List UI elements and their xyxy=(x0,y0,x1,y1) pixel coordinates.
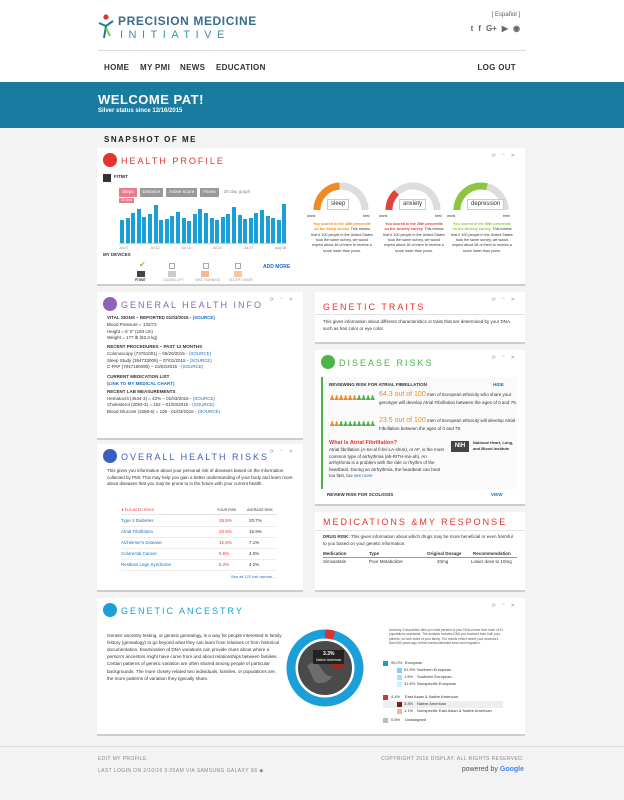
table-divider xyxy=(323,557,517,558)
legend-row[interactable] xyxy=(383,708,503,715)
legend-row[interactable] xyxy=(383,701,503,708)
source-link[interactable]: (SOURCE) xyxy=(181,364,204,369)
risk-row[interactable] xyxy=(121,561,277,571)
legend-swatch xyxy=(383,695,388,700)
risk-name[interactable]: Colorectal Cancer xyxy=(121,551,158,556)
genetic-ancestry-title: GENETIC ANCESTRY xyxy=(121,606,244,616)
android-icon: ◆ xyxy=(259,768,264,774)
nav-my-pmi[interactable]: MY PMI xyxy=(140,63,171,72)
person-icon: ♟ xyxy=(351,421,358,428)
steps-bar[interactable] xyxy=(277,220,281,243)
drug-risk-text: DRUG RISK: This gives information about which drugs may be more beneficial or even harmful to you based on your genetic information. xyxy=(323,534,513,546)
your-risk-value: 5.2% xyxy=(219,562,230,567)
medication-header: CURRENT MEDICATION LIST xyxy=(107,374,170,379)
steps-bar[interactable] xyxy=(282,204,286,243)
legend-name: Nonspecific East Asian & Native American xyxy=(417,708,492,713)
fitbit-device-icon xyxy=(137,271,145,277)
procedure-item: C-PAP (7047180090) – 10/02/2015 - (SOURCE) xyxy=(107,364,204,369)
steps-bar[interactable] xyxy=(137,209,141,243)
nih-text: National Heart, Lung, and Blood Institute xyxy=(473,440,514,451)
legend-intro: Ancestry Composition tells you what percent of your DNA comes from each of 31 populations worldwide. The analysis includes DNA you received from both your parents, so both sides of your family. The results reflect where your ancestors lived 500 years ago, before transcontinental travel and migration. xyxy=(389,628,504,645)
powered-by: powered by Google xyxy=(461,766,524,773)
hide-button[interactable]: HIDE xyxy=(493,382,504,387)
your-risk-value: 25.5% xyxy=(219,518,232,523)
google-plus-icon[interactable]: G+ xyxy=(485,24,497,33)
person-icon: ♟ xyxy=(333,421,340,428)
steps-bar[interactable] xyxy=(204,213,208,243)
legend-row[interactable] xyxy=(383,660,503,667)
ancestry-text: Genetic ancestry testing, or genetic genealogy, is a way for people interested in family history (genealogy) to go beyond what they can learn from relatives or from historical documentation. Examination of DNA variations can provide clues about where a person's ancestors might have come from and about relationships between families. Certain patterns of genetic variation are often shared among people of particular backgrounds. The more closely related two individuals, families, or populations are, the more patterns of variation they typically share. xyxy=(107,633,282,681)
col-original-dosage: Original Dosage xyxy=(427,551,462,556)
person-icon: ♟ xyxy=(360,395,367,402)
facebook-icon[interactable]: f xyxy=(478,24,481,33)
genetic-ancestry-card xyxy=(97,598,525,736)
steps-bar[interactable] xyxy=(271,218,275,243)
overall-risks-title: OVERALL HEALTH RISKS xyxy=(121,452,270,462)
legend-row[interactable] xyxy=(383,667,503,674)
card-controls-icon[interactable]: ⟳ ⌃ ✕ xyxy=(269,297,295,303)
avg-risk-value: 20.7% xyxy=(249,518,262,523)
steps-bar[interactable] xyxy=(215,220,219,243)
legend-pct: 1.1% xyxy=(404,708,414,713)
scoliosis-row: REVIEW RISK FOR SCOLIOSIS xyxy=(327,492,394,497)
gauge-worst: worst xyxy=(447,214,456,218)
tab-steps[interactable]: Steps xyxy=(119,188,137,197)
nav-education[interactable]: EDUCATION xyxy=(216,63,266,72)
power-icon xyxy=(103,153,117,167)
risk-stat-high: 64.3 out of 100 men of European ethnicity who share your genotype will develop Atrial Fibrillation between the ages of 0 and 79. xyxy=(379,391,517,406)
gauge-label: sleep xyxy=(327,199,349,210)
legend-swatch xyxy=(397,702,402,707)
section-title: SNAPSHOT OF ME xyxy=(104,135,198,144)
logo-figure-icon xyxy=(98,14,114,40)
health-profile-title: HEALTH PROFILE xyxy=(121,156,225,166)
lab-item: Hematocrit (4544-3) = 42% – 01/03/2016 - (SOURCE) xyxy=(107,395,215,401)
legend-pct: 95.0% xyxy=(391,660,403,665)
steps-bar[interactable] xyxy=(176,212,180,244)
person-icon: ♟ xyxy=(369,395,376,402)
steps-bar[interactable] xyxy=(154,205,158,243)
metric-tabs xyxy=(119,188,252,197)
person-icon: ♟ xyxy=(356,421,363,428)
genetic-traits-title: GENETIC TRAITS xyxy=(323,302,426,312)
disease-risks-title: DISEASE RISKS xyxy=(339,358,434,368)
nike-running-device-icon xyxy=(201,271,209,277)
col-your-risk: YOUR RISK xyxy=(217,508,237,512)
x-tick-label: Jul 27 xyxy=(243,246,254,250)
overall-risks-card xyxy=(97,444,303,592)
legend-pct: 61.9% xyxy=(404,667,416,672)
copyright: COPYRIGHT 2016 DISPLAY. ALL RIGHTS RESERVED. xyxy=(381,756,524,762)
reviewing-header: REVIEWING RISK FOR ATRIAL FIBRILLATION xyxy=(329,382,427,387)
legend-swatch xyxy=(397,709,402,714)
gauge-description: You scored in the 48th percentile on the Sleep survey. This means that if 100 people in the United States took the same survey, we would expect about 48 of them to receive a score lower than yours. xyxy=(311,222,373,253)
last-login: LAST LOGIN ON 2/10/16 9:25AM VIA SAMSUNG GALAXY S6 ◆ xyxy=(98,768,264,774)
steps-bar[interactable] xyxy=(131,213,135,243)
device-name: SLEEP CHART xyxy=(229,278,254,282)
col-elevated-risk: ⬇ ELEVATED RISKS xyxy=(121,508,155,512)
steps-bar[interactable] xyxy=(148,214,152,243)
view-button[interactable]: VIEW xyxy=(491,492,503,497)
source-link[interactable]: (SOURCE) xyxy=(189,357,212,363)
device-checkbox[interactable] xyxy=(235,263,241,269)
legend-name: Northern European xyxy=(417,667,452,672)
legend-name: European xyxy=(405,660,423,665)
google-logo: Google xyxy=(499,766,524,773)
person-icon: ♟ xyxy=(347,421,354,428)
welcome-title: WELCOME PAT! xyxy=(98,92,204,107)
person-icon: ♟ xyxy=(333,395,340,402)
tab-distance[interactable]: Distance xyxy=(140,188,164,197)
steps-bar[interactable] xyxy=(249,218,253,243)
risk-row[interactable] xyxy=(121,539,277,549)
device-name: FITBIT xyxy=(135,278,146,282)
legend-swatch xyxy=(397,675,402,680)
steps-bar[interactable] xyxy=(232,207,236,243)
med-type: Poor Metabolizer xyxy=(369,559,404,564)
steps-bar[interactable] xyxy=(238,215,242,243)
status-subtitle: Silver status since 12/16/2015 xyxy=(98,108,183,114)
sleep-chart-device-icon xyxy=(234,271,242,277)
steps-bar[interactable] xyxy=(243,219,247,243)
legend-row[interactable] xyxy=(383,674,503,681)
source-link[interactable]: (SOURCE) xyxy=(197,408,220,414)
link-icon xyxy=(103,449,117,463)
avg-risk-value: 4.2% xyxy=(249,562,260,567)
card-controls-icon[interactable]: ⟳ ⌃ ✕ xyxy=(491,297,517,303)
col-recommendation: Recommendation xyxy=(473,551,511,556)
device-name: GUARD LIFT xyxy=(163,278,184,282)
x-tick-label: Aug 08 xyxy=(275,246,287,250)
risks-intro: This gives you information about your personal risk of diseases based on the information collected by PMI. This may help you gain a better understanding of your body and learn more about diseases that you may be prone to in the future with your current health. xyxy=(107,468,293,487)
check-icon: ✔ xyxy=(139,260,146,269)
risk-name[interactable]: Atrial Fibrillation xyxy=(121,529,154,534)
avg-risk-value: 7.1% xyxy=(249,540,260,545)
steps-bar[interactable] xyxy=(142,217,146,243)
steps-bar[interactable] xyxy=(120,220,124,243)
your-risk-value: 5.5% xyxy=(219,551,230,556)
gauge-description: You scored in the 58th percentile on the Anxiety survey. This means that if 100 people in the United States took the same survey, we would expect about 58 of them to receive a score lower than yours. xyxy=(451,222,513,253)
person-icon: ♟ xyxy=(360,421,367,428)
col-avg-risk: AVERAGE RISK xyxy=(247,508,273,512)
steps-bar[interactable] xyxy=(165,219,169,243)
dna-icon xyxy=(103,297,117,311)
steps-bar[interactable] xyxy=(210,218,214,243)
gauge-description: You scored in the 26th percentile on the Anxiety survey. This means that if 100 people in the United States took the same survey, we would expect about 26 of them to receive a score lower than yours. xyxy=(383,222,445,253)
risk-row[interactable] xyxy=(121,517,277,527)
tab-active-score[interactable]: Active Score xyxy=(166,188,197,197)
gauge-label: anxiety xyxy=(399,199,426,210)
card-controls-icon[interactable]: ⟳ ⌃ ✕ xyxy=(491,355,517,361)
person-icon: ♟ xyxy=(365,395,372,402)
steps-bar[interactable] xyxy=(266,216,270,243)
risk-name[interactable]: Type 2 Diabetes xyxy=(121,518,154,523)
steps-bar[interactable] xyxy=(221,217,225,243)
procedure-item: Colonoscopy (73761001) – 06/20/2015 - (SOURCE) xyxy=(107,351,212,356)
general-health-title: GENERAL HEALTH INFO xyxy=(121,300,264,310)
source-link[interactable]: (SOURCE) xyxy=(188,351,212,356)
x-tick-label: Jul 16 xyxy=(181,246,191,250)
lab-item: Cholesterol (2093-3) = 152 – 01/03/2016 - (SOURCE) xyxy=(107,402,215,407)
logo-line1: PRECISION MEDICINE xyxy=(118,14,257,28)
x-tick-label: Jul 21 xyxy=(212,246,222,250)
legend-swatch xyxy=(383,718,388,723)
tab-floors[interactable]: Floors xyxy=(200,188,219,197)
globe-icon xyxy=(103,603,117,617)
legend-pct: 3.3% xyxy=(404,701,414,706)
what-is-af-text: Atrial fibrillation (A-tre-al fi-bri-LA-shun), or AF, is the most common type of arrhythmia (ah-RITH-me-ah). An arrhythmia is a problem with the rate or rhythm of the heartbeat. During an arrhythmia, the heartbeat can beat too fast, too see more xyxy=(329,447,444,479)
card-controls-icon[interactable]: ⟳ ⌃ ✕ xyxy=(491,603,517,609)
see-all-link[interactable]: See all 122 risk reports... xyxy=(231,574,276,579)
person-icon: ♟ xyxy=(329,421,336,428)
person-icon: ♟ xyxy=(369,421,376,428)
risk-stat-low: 23.5 out of 100 men of European ethnicity will develop Atrial Fibrillation between the ages of 0 and 79. xyxy=(379,417,516,432)
person-icon: ♟ xyxy=(365,421,372,428)
legend-swatch xyxy=(397,668,402,673)
see-more-link[interactable]: see more xyxy=(353,473,373,479)
risk-name[interactable]: Restless Legs Syndrome xyxy=(121,562,172,567)
med-recommendation: Lower dose to 10mg xyxy=(471,559,512,564)
avg-risk-value: 15.9% xyxy=(249,529,262,534)
legend-pct: 4.4% xyxy=(391,694,401,699)
gauge-label: depression xyxy=(467,199,504,210)
your-risk-value: 12.5% xyxy=(219,540,232,545)
logout-button[interactable]: LOG OUT xyxy=(477,63,516,72)
table-divider xyxy=(121,514,277,515)
steps-bar-chart xyxy=(119,202,287,244)
device-checkbox[interactable] xyxy=(169,263,175,269)
labs-header: RECENT LAB MEASUREMENTS xyxy=(107,389,176,394)
legend-row[interactable] xyxy=(383,717,503,724)
welcome-banner xyxy=(0,82,624,128)
card-divider xyxy=(315,530,525,531)
donut-label: 3.3% Native American xyxy=(313,650,344,664)
main-nav xyxy=(98,50,526,82)
risk-row[interactable] xyxy=(121,528,277,538)
dna-helix-icon xyxy=(321,355,335,369)
medications-title: MEDICATIONS &MY RESPONSE xyxy=(323,517,508,527)
logo-line2: INITIATIVE xyxy=(120,29,230,41)
risk-people-icons-high xyxy=(329,392,375,406)
health-profile-card xyxy=(97,148,525,286)
survey-gauge-sleep[interactable] xyxy=(307,180,377,284)
chart-x-axis xyxy=(119,246,287,252)
rss-icon[interactable]: ◉ xyxy=(513,24,520,33)
steps-bar[interactable] xyxy=(198,209,202,243)
col-medication: Medication xyxy=(323,551,347,556)
steps-bar[interactable] xyxy=(126,218,130,243)
nih-logo: NIH xyxy=(451,441,469,452)
legend-name: Nonspecific European xyxy=(417,681,457,686)
legend-pct: 1.5% xyxy=(404,674,414,679)
person-icon: ♟ xyxy=(356,395,363,402)
youtube-icon[interactable]: ▶ xyxy=(501,24,509,33)
device-name: NIKE RUNNING xyxy=(195,278,221,282)
steps-bar[interactable] xyxy=(182,218,186,243)
add-more-link[interactable]: ADD MORE xyxy=(263,264,291,270)
legend-row[interactable] xyxy=(383,694,503,701)
source-link[interactable]: (SOURCE) xyxy=(192,315,215,320)
vital-item: Weight = 177 lb (82.3 kg) xyxy=(107,335,158,340)
nav-news[interactable]: NEWS xyxy=(180,63,206,72)
steps-bar[interactable] xyxy=(260,210,264,243)
card-divider xyxy=(315,314,525,315)
gauge-worst: worst xyxy=(307,214,316,218)
lab-item: Blood Glucose (1558-6) = 106 - 01/03/2016 - (SOURCE) xyxy=(107,408,220,414)
survey-gauge-anxiety[interactable] xyxy=(379,180,449,284)
gauge-best: best xyxy=(363,214,370,218)
avg-risk-value: 4.0% xyxy=(249,551,260,556)
legend-row[interactable] xyxy=(383,681,503,688)
steps-bar[interactable] xyxy=(226,214,230,243)
legend-name: Southern European xyxy=(417,674,452,679)
device-list xyxy=(135,256,275,284)
person-icon: ♟ xyxy=(329,395,336,402)
card-controls-icon[interactable]: ⟳ ⌃ ✕ xyxy=(269,449,295,455)
steps-bar[interactable] xyxy=(159,220,163,243)
guard-lift-device-icon xyxy=(168,271,176,277)
my-devices-label: MY DEVICES xyxy=(103,252,131,257)
gauge-best: best xyxy=(435,214,442,218)
legend-pct: 0.6% xyxy=(391,717,401,722)
risk-name[interactable]: Alzheimer's Disease xyxy=(121,540,162,545)
steps-bar[interactable] xyxy=(193,214,197,243)
legend-pct: 31.6% xyxy=(404,681,416,686)
person-icon: ♟ xyxy=(342,421,349,428)
donut-ring-east-asian xyxy=(325,634,334,635)
person-icon: ♟ xyxy=(347,395,354,402)
general-health-card xyxy=(97,292,303,440)
procedure-item: Sleep Study (394733009) – 07/01/2015 - (SOURCE) xyxy=(107,357,212,363)
pmi-logo[interactable] xyxy=(98,14,268,44)
vital-item: Blood Pressure = 132/72 xyxy=(107,322,157,327)
disease-risks-card xyxy=(315,350,525,506)
person-icon: ♟ xyxy=(342,395,349,402)
legend-swatch xyxy=(383,661,388,666)
source-link[interactable]: (SOURCE) xyxy=(192,402,215,407)
footer xyxy=(0,746,624,800)
procedures-header: RECENT PROCEDURES – PAST 12 MONTHS xyxy=(107,344,203,349)
social-links xyxy=(471,24,520,33)
col-type: Type xyxy=(369,551,380,556)
gauge-best: best xyxy=(503,214,510,218)
medications-card xyxy=(315,512,525,592)
card-controls-icon[interactable]: ⟳ ⌃ ✕ xyxy=(491,153,517,159)
survey-gauge-depression[interactable] xyxy=(447,180,517,284)
risk-row[interactable] xyxy=(121,550,277,560)
legend-swatch xyxy=(397,682,402,687)
legend-name: Unassigned xyxy=(405,717,427,722)
person-icon: ♟ xyxy=(338,421,345,428)
steps-bar[interactable] xyxy=(170,216,174,243)
steps-bar[interactable] xyxy=(187,221,191,243)
steps-bar[interactable] xyxy=(254,213,258,243)
range-label: 30 day graph xyxy=(223,189,251,194)
source-link[interactable]: (SOURCE) xyxy=(192,395,215,401)
vital-item: Height = 6' 0" (183 cm) xyxy=(107,328,153,334)
x-tick-label: Jul 07 xyxy=(119,246,129,250)
language-toggle[interactable]: [ Español ] xyxy=(491,12,520,18)
edit-profile-link[interactable]: EDIT MY PROFILE xyxy=(98,756,147,762)
legend-name: East Asian & Native American xyxy=(405,694,458,699)
device-checkbox[interactable] xyxy=(203,263,209,269)
your-risk-value: 20.5% xyxy=(219,529,232,534)
ancestry-donut-chart xyxy=(285,628,365,708)
genetic-traits-card xyxy=(315,292,525,344)
device-label: FITBIT xyxy=(114,174,128,179)
legend-name: Native American xyxy=(417,701,447,706)
med-name: Simvastatin xyxy=(323,559,347,564)
fitbit-icon xyxy=(103,174,111,182)
person-icon: ♟ xyxy=(351,395,358,402)
what-is-af-title: What Is Atrial Fibrillation? xyxy=(329,440,397,446)
x-tick-label: Jul 12 xyxy=(150,246,160,250)
risk-people-icons-low xyxy=(329,418,375,432)
top-header xyxy=(0,0,624,82)
medical-chart-link[interactable]: (LINK TO MY MEDICAL CHART) xyxy=(107,380,175,386)
gauge-worst: worst xyxy=(379,214,388,218)
twitter-icon[interactable]: t xyxy=(470,24,474,33)
person-icon: ♟ xyxy=(338,395,345,402)
risk-detail-panel xyxy=(321,377,517,489)
chart-tooltip: 10 stes xyxy=(121,198,133,202)
genetic-traits-text: This gives information about different characteristics or traits that are determined by your DNA, such as hair color or eye color. xyxy=(323,319,512,331)
med-dosage: 20mg xyxy=(437,559,449,564)
vitals-header: VITAL SIGNS – REPORTED 01/03/2016 - (SOURCE) xyxy=(107,315,215,320)
nav-home[interactable]: HOME xyxy=(104,63,130,72)
